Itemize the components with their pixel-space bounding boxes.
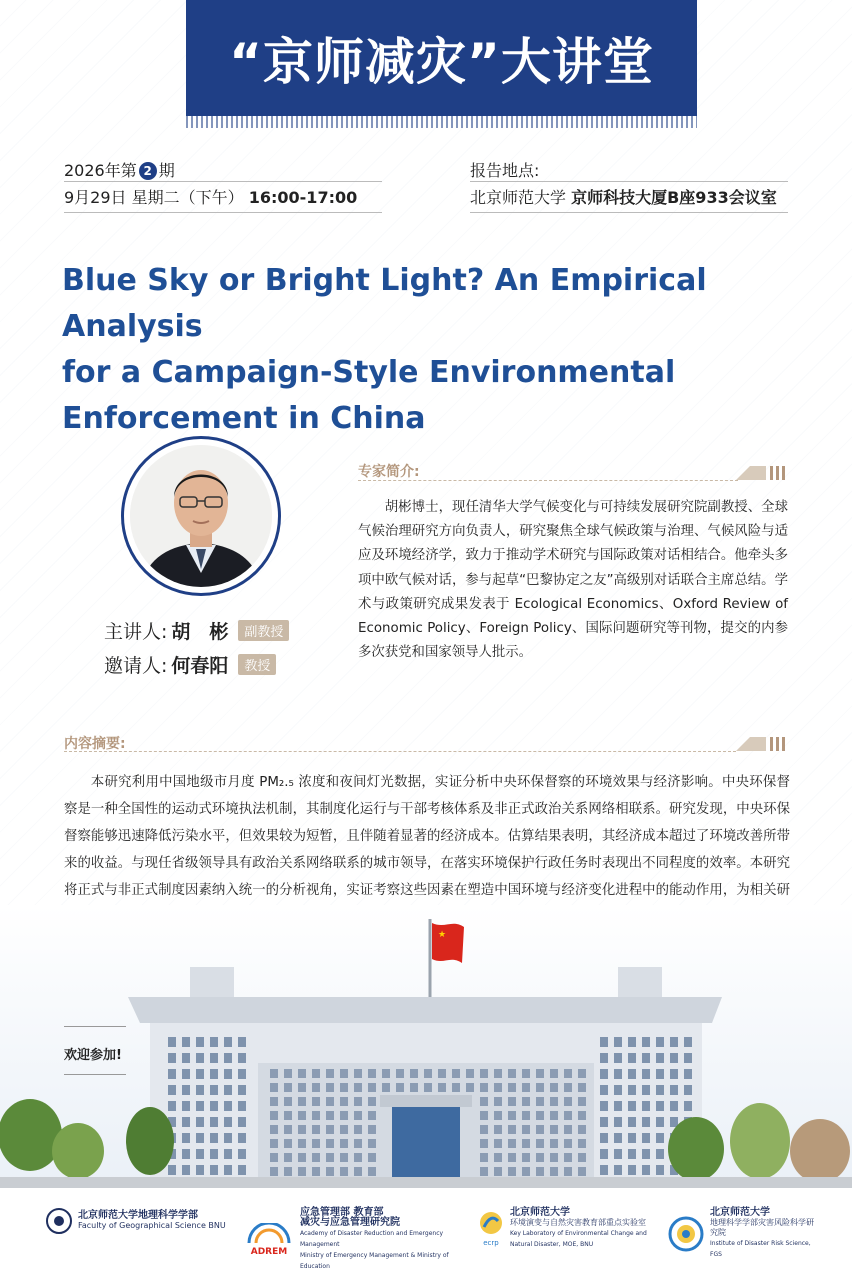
section-deco-icon	[736, 466, 788, 480]
logo-sub: 地理科学学部灾害风险科学研究院	[710, 1218, 814, 1237]
logo-ecrp	[478, 1208, 660, 1250]
adrem-arc-icon	[244, 1223, 294, 1243]
logo-cn: 北京师范大学	[710, 1207, 770, 1218]
campus-building-illustration	[0, 905, 852, 1188]
svg-text:★: ★	[438, 930, 447, 940]
bio-text: 胡彬博士，现任清华大学气候变化与可持续发展研究院副教授、全球气候治理研究方向负责人，研究聚焦全球气候政策与治理、气候风险与适应及环境经济学，致力于推动学术研究与国际政策对话相结合。他牵头多项中欧气候对话，参与起草“巴黎协定之友”高级别对话联合主席总结。学术与政策研究成果发表于 Ecological Economics、Oxford Review of Economic Policy、Foreign Policy、国际问题研究等刊物，提交的内参多次获党和国家领导人批示。	[358, 500, 788, 661]
divider	[64, 1026, 126, 1027]
abstract-text: 本研究利用中国地级市月度 PM₂.₅ 浓度和夜间灯光数据，实证分析中央环保督察的环境效果与经济影响。中央环保督察是一种全国性的运动式环境执法机制，其制度化运行与干部考核体系及非正式政治关系网络相联系。研究发现，中央环保督察能够迅速降低污染水平，但效果较为短暂，且伴随着显著的经济成本。估算结果表明，其经济成本超过了环境改善所带来的收益。与现任省级领导具有政治关系网络联系的城市领导，在落实环境保护行政任务时表现出不同程度的效率。本研究将正式与非正式制度因素纳入统一的分析视角，实证考察这些因素在塑造中国环境与经济变化进程中的能动作用，为相关研	[64, 775, 790, 898]
host-title-badge: 副教授	[238, 620, 289, 641]
inviter-line	[104, 651, 276, 678]
logo-sub: 环境演变与自然灾害教育部重点实验室	[510, 1218, 646, 1227]
talk-title-line: Blue Sky or Bright Light? An Empirical Analysis	[62, 263, 707, 344]
logo-cn: 应急管理部 教育部 减灾与应急管理研究院	[300, 1207, 400, 1228]
logo-cn: 北京师范大学	[510, 1207, 570, 1218]
logo-en: Academy of Disaster Reduction and Emergency Management Ministry of Emergency Management & Ministry of Education	[300, 1230, 449, 1270]
section-deco-icon	[736, 737, 788, 751]
issue-prefix: 2026年第	[64, 161, 137, 180]
page-title: “京师减灾”大讲堂	[229, 33, 654, 91]
bio-heading-rule	[358, 480, 738, 482]
talk-title-line: Enforcement in China	[62, 401, 426, 436]
logo-adrem	[244, 1208, 450, 1272]
logo-geographical-science	[46, 1208, 226, 1234]
divider	[64, 212, 382, 213]
inviter-name: 何春阳	[171, 655, 229, 677]
header-banner	[186, 0, 697, 116]
host-label: 主讲人:	[104, 621, 168, 643]
divider	[64, 1074, 126, 1075]
issue-suffix: 期	[158, 161, 175, 180]
bio-heading: 专家简介:	[358, 464, 420, 480]
abstract-heading-rule	[64, 751, 736, 753]
talk-title	[62, 258, 802, 442]
inviter-title-badge: 教授	[238, 654, 276, 675]
divider	[470, 181, 788, 182]
host-name: 胡 彬	[171, 621, 229, 643]
ecrp-leaf-icon	[478, 1211, 504, 1235]
speaker-portrait	[130, 445, 272, 587]
venue-line	[470, 185, 777, 208]
datetime-line	[64, 185, 357, 208]
welcome-text: 欢迎参加!	[64, 1048, 122, 1063]
adrem-mark: ADREM	[250, 1247, 288, 1257]
footer-logos	[0, 1188, 852, 1276]
venue-room: 京师科技大厦B座933会议室	[571, 188, 777, 207]
inviter-label: 邀请人:	[104, 655, 168, 677]
talk-time: 16:00-17:00	[248, 188, 358, 207]
venue-university: 北京师范大学	[470, 188, 567, 207]
host-line	[104, 617, 289, 644]
bnu-seal-icon	[46, 1208, 72, 1234]
divider	[64, 181, 382, 182]
logo-en: Key Laboratory of Environmental Change and Natural Disaster, MOE, BNU	[510, 1230, 647, 1248]
talk-date: 9月29日 星期二（下午）	[64, 188, 244, 207]
logo-disaster-risk	[668, 1208, 820, 1260]
logo-en: Faculty of Geographical Science BNU	[78, 1221, 226, 1230]
ecrp-mark: ecrp	[483, 1239, 499, 1247]
logo-en: Institute of Disaster Risk Science, FGS	[710, 1240, 811, 1258]
header-stripe	[186, 116, 697, 128]
abstract-heading: 内容摘要:	[64, 736, 126, 752]
divider	[470, 212, 788, 213]
issue-line	[64, 158, 175, 181]
talk-title-line: for a Campaign-Style Environmental	[62, 355, 676, 390]
logo-cn: 北京师范大学地理科学学部	[78, 1210, 198, 1221]
idrs-globe-icon	[668, 1216, 704, 1252]
venue-label: 报告地点:	[470, 161, 540, 180]
issue-number: 2	[139, 162, 157, 180]
